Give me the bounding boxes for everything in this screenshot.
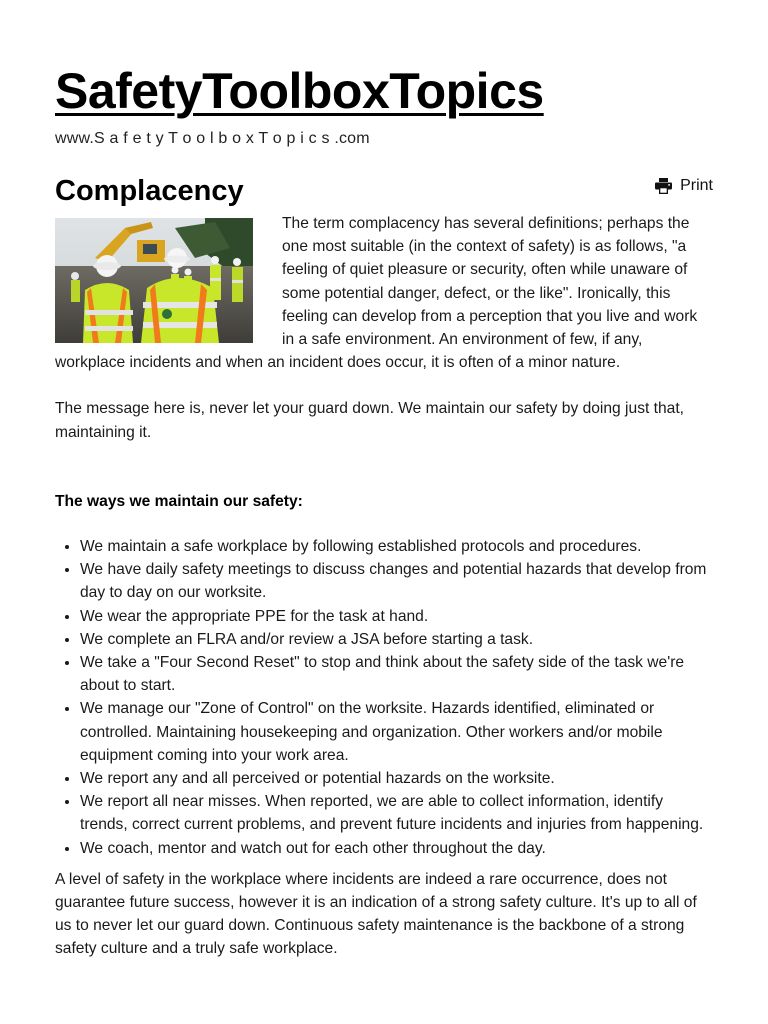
list-item: • We take a "Four Second Reset" to stop and think about the safety side of the task we're about to start.: [80, 651, 713, 697]
list-item: • We report all near misses. When reported, we are able to collect information, identify trends, correct current problems, and prevent future incidents and injuries from happening.: [80, 790, 713, 836]
print-label: Print: [680, 177, 713, 194]
printer-icon: [655, 178, 672, 194]
list-item: • We manage our "Zone of Control" on the worksite. Hazards identified, eliminated or controlled. Maintaining housekeeping and organization. Other workers and/or mobile equipment coming into your work area.: [80, 697, 713, 767]
ways-list: [55, 535, 713, 860]
conclusion-paragraph: A level of safety in the workplace where incidents are indeed a rare occurrence, does not guarantee future success, however it is an indication of a strong safety culture. It's up to all of us to never let our guard down. Continuous safety maintenance is the backbone of a strong safety culture and a truly safe workplace.: [55, 870, 697, 958]
list-item: • We coach, mentor and watch out for each other throughout the day.: [80, 837, 713, 860]
list-item: • We maintain a safe workplace by following established protocols and procedures.: [80, 535, 713, 558]
list-item: • We have daily safety meetings to discuss changes and potential hazards that develop from day to day on our worksite.: [80, 558, 713, 604]
ways-heading: The ways we maintain our safety:: [55, 492, 303, 510]
site-title[interactable]: SafetyToolboxTopics: [55, 63, 544, 119]
list-item: • We report any and all perceived or potential hazards on the worksite.: [80, 767, 713, 790]
article-body: [55, 212, 713, 961]
list-item: • We complete an FLRA and/or review a JSA before starting a task.: [80, 628, 713, 651]
article-title: Complacency: [55, 175, 244, 207]
message-paragraph: The message here is, never let your guard down. We maintain our safety by doing just that, maintaining it.: [55, 400, 684, 441]
site-url[interactable]: www.S a f e t y T o o l b o x T o p i c s .com: [55, 130, 370, 147]
list-item: • We wear the appropriate PPE for the task at hand.: [80, 605, 713, 628]
intro-paragraph: The term complacency has several definitions; perhaps the one most suitable (in the context of safety) is as follows, "a feeling of quiet pleasure or security, often while unaware of some potential danger, defect, or the like". Ironically, this feeling can develop from a perception that you live and work in a safe environment. An environment of few, if any, workplace incidents and when an incident does occur, it is often of a minor nature.: [55, 215, 698, 372]
print-button[interactable]: [655, 177, 713, 195]
construction-workers-photo: [55, 218, 253, 343]
